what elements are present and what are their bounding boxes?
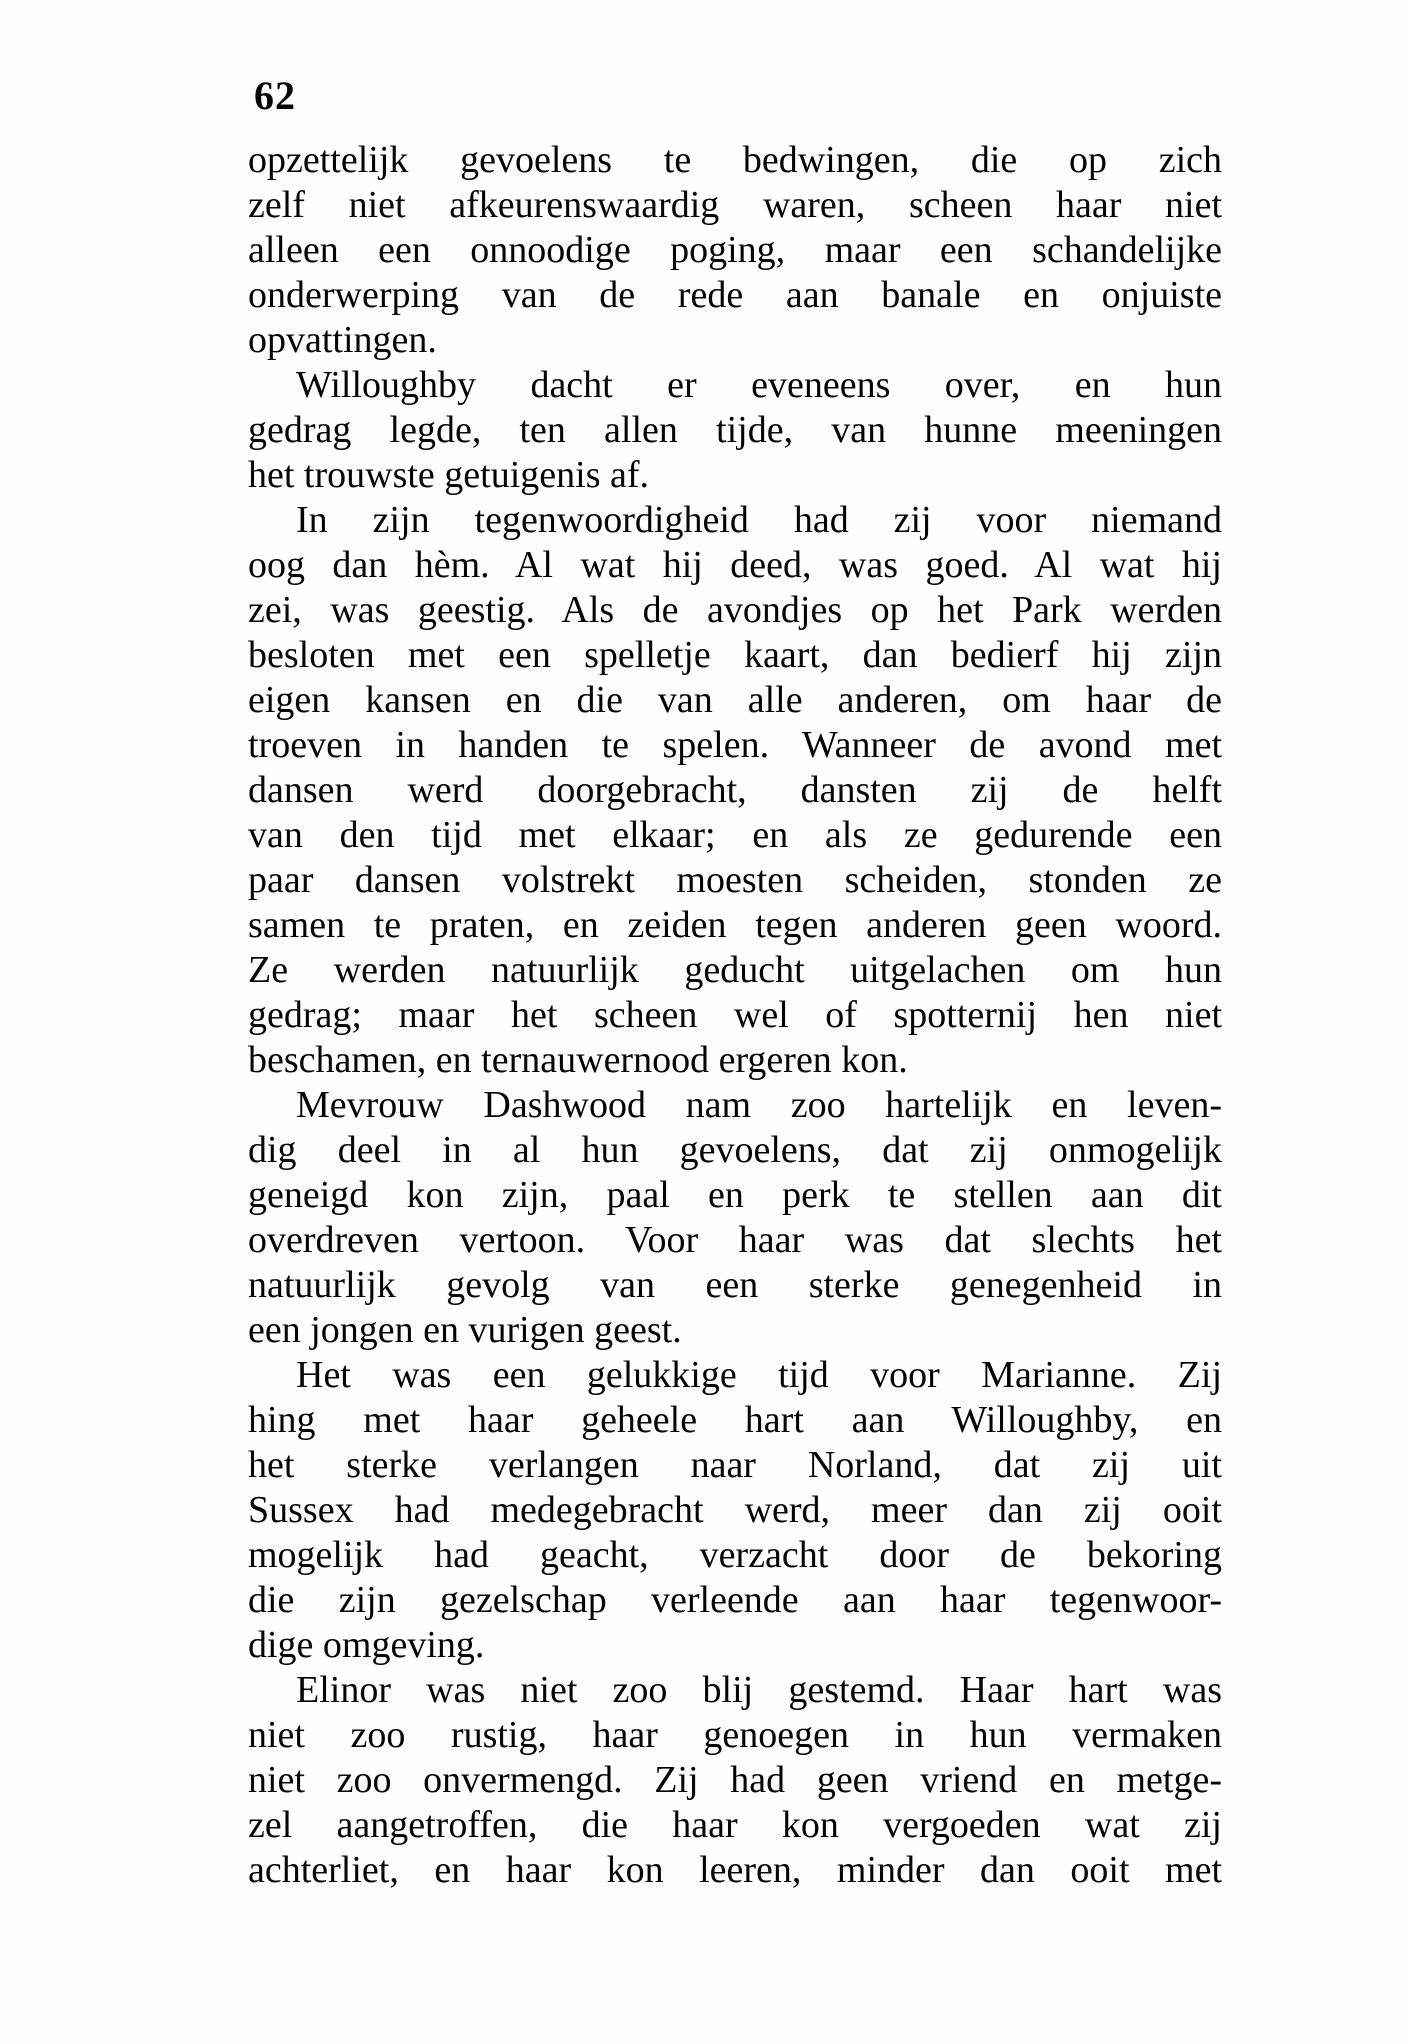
text-line: samen te praten, en zeiden tegen anderen geen woord. [248,904,1222,946]
text-line: zelf niet afkeurenswaardig waren, scheen haar niet [248,184,1222,226]
text-line: troeven in handen te spelen. Wanneer de avond met [248,724,1222,766]
text-line: niet zoo onvermengd. Zij had geen vriend en metge- [248,1759,1222,1801]
paragraph [248,498,1222,1083]
text-line: oog dan hèm. Al wat hij deed, was goed. Al wat hij [248,544,1222,586]
text-line: Ze werden natuurlijk geducht uitgelachen om hun [248,949,1222,991]
text-line: die zijn gezelschap verleende aan haar tegenwoor- [248,1579,1222,1621]
text-line: mogelijk had geacht, verzacht door de bekoring [248,1534,1222,1576]
text-line: zei, was geestig. Als de avondjes op het Park werden [248,589,1222,631]
paragraph [248,363,1222,498]
text-line: Mevrouw Dashwood nam zoo hartelijk en leven- [296,1084,1222,1126]
text-line: eigen kansen en die van alle anderen, om haar de [248,679,1222,721]
text-line: Sussex had medegebracht werd, meer dan zij ooit [248,1489,1222,1531]
text-line: beschamen, en ternauwernood ergeren kon. [248,1039,908,1081]
text-line: gedrag legde, ten allen tijde, van hunne meeningen [248,409,1222,451]
text-line: van den tijd met elkaar; en als ze gedurende een [248,814,1222,856]
text-line: dige omgeving. [248,1624,485,1666]
text-line: gedrag; maar het scheen wel of spotternij hen niet [248,994,1222,1036]
paragraph [248,1353,1222,1668]
text-line: niet zoo rustig, haar genoegen in hun vermaken [248,1714,1222,1756]
text-line: alleen een onnoodige poging, maar een schandelijke [248,229,1222,271]
text-line: Het was een gelukkige tijd voor Marianne. Zij [296,1354,1222,1396]
text-line: In zijn tegenwoordigheid had zij voor niemand [296,499,1222,541]
text-line: hing met haar geheele hart aan Willoughby, en [248,1399,1222,1441]
text-line: paar dansen volstrekt moesten scheiden, stonden ze [248,859,1222,901]
text-line: natuurlijk gevolg van een sterke genegenheid in [248,1264,1222,1306]
paragraph [248,1083,1222,1353]
text-line: opzettelijk gevoelens te bedwingen, die op zich [248,139,1222,181]
text-line: Elinor was niet zoo blij gestemd. Haar hart was [296,1669,1222,1711]
page-number: 62 [254,73,296,118]
text-line: dansen werd doorgebracht, dansten zij de helft [248,769,1222,811]
text-line: geneigd kon zijn, paal en perk te stellen aan dit [248,1174,1222,1216]
text-line: dig deel in al hun gevoelens, dat zij onmogelijk [248,1129,1222,1171]
text-line: het trouwste getuigenis af. [248,454,650,496]
text-line: onderwerping van de rede aan banale en onjuiste [248,274,1222,316]
text-line: Willoughby dacht er eveneens over, en hun [296,364,1222,406]
text-line: overdreven vertoon. Voor haar was dat slechts het [248,1219,1222,1261]
body-text-block [248,138,1222,1893]
text-line: het sterke verlangen naar Norland, dat zij uit [248,1444,1222,1486]
text-line: achterliet, en haar kon leeren, minder dan ooit met [248,1849,1222,1891]
text-line: besloten met een spelletje kaart, dan bedierf hij zijn [248,634,1222,676]
text-line: een jongen en vurigen geest. [248,1309,682,1351]
paragraph [248,1668,1222,1893]
text-line: opvattingen. [248,319,437,361]
paragraph [248,138,1222,363]
text-line: zel aangetroffen, die haar kon vergoeden wat zij [248,1804,1222,1846]
